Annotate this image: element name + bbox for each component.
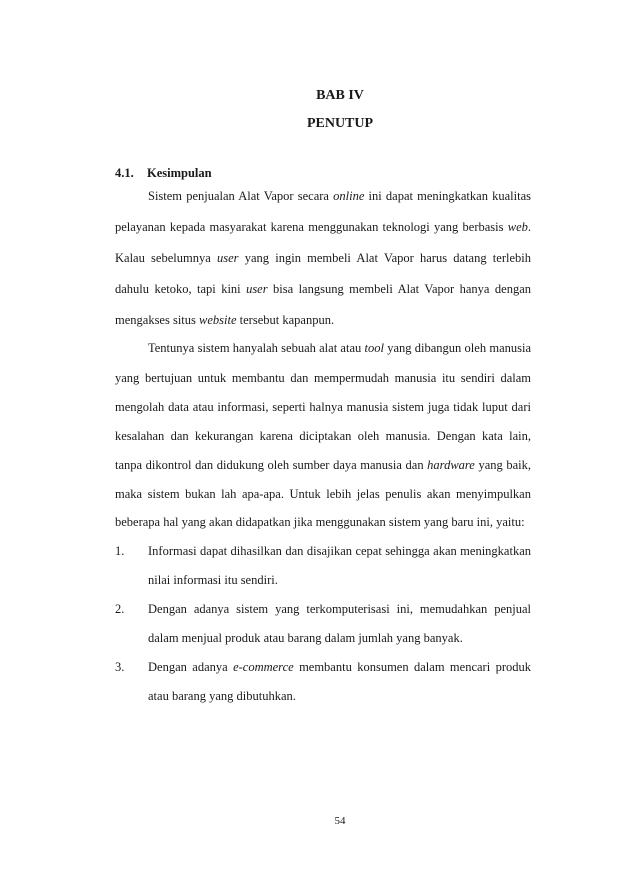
italic-term: online — [333, 189, 365, 203]
paragraph-line — [115, 312, 531, 328]
text-span: bisa langsung membeli Alat Vapor hanya dengan — [267, 282, 531, 296]
list-item-number: 1. — [115, 544, 125, 558]
text-span: . — [527, 220, 531, 234]
list-item-line: atau barang yang dibutuhkan. — [148, 689, 296, 703]
paragraph-line — [148, 188, 531, 204]
chapter-number: BAB IV — [316, 88, 364, 103]
list-item-number: 3. — [115, 660, 125, 674]
italic-term: web — [507, 220, 528, 234]
text-span: pelayanan kepada masyarakat karena menggunakan teknologi yang berbasis — [115, 220, 508, 234]
italic-term: website — [199, 313, 237, 327]
paragraph-line — [115, 457, 531, 473]
text-span: yang ingin membeli Alat Vapor harus datang terlebih — [238, 251, 531, 265]
paragraph-line — [148, 340, 531, 356]
list-item-line: Informasi dapat dihasilkan dan disajikan cepat sehingga akan meningkatkan — [148, 544, 531, 558]
list-item-line — [148, 659, 531, 675]
list-item-line: dalam menjual produk atau barang dalam jumlah yang banyak. — [148, 631, 463, 645]
text-span: dahulu ketoko, tapi kini — [115, 282, 247, 296]
paragraph-line: mengolah data atau informasi, seperti halnya manusia sistem juga tidak luput dari — [115, 400, 531, 414]
italic-term: tool — [364, 341, 384, 355]
italic-term: e-commerce — [233, 660, 294, 674]
text-span: Kalau sebelumnya — [115, 251, 217, 265]
section-number: 4.1. — [115, 166, 134, 180]
text-span: membantu konsumen dalam mencari produk — [293, 660, 531, 674]
list-item-line: nilai informasi itu sendiri. — [148, 573, 278, 587]
italic-term: hardware — [427, 458, 475, 472]
paragraph-line — [115, 219, 531, 235]
text-span: yang dibangun oleh manusia — [383, 341, 531, 355]
paragraph-line: yang bertujuan untuk membantu dan mempermudah manusia itu sendiri dalam — [115, 371, 531, 385]
italic-term: user — [246, 282, 268, 296]
paragraph-line: beberapa hal yang akan didapatkan jika menggunakan sistem yang baru ini, yaitu: — [115, 515, 525, 529]
text-span: mengakses situs — [115, 313, 200, 327]
text-span: yang baik, — [474, 458, 531, 472]
text-span: Sistem penjualan Alat Vapor secara — [148, 189, 334, 203]
text-span: Dengan adanya — [148, 660, 234, 674]
list-item-number: 2. — [115, 602, 125, 616]
page-number: 54 — [334, 815, 346, 827]
section-title: Kesimpulan — [147, 166, 212, 180]
text-span: Tentunya sistem hanyalah sebuah alat atau — [148, 341, 365, 355]
list-item-line: Dengan adanya sistem yang terkomputerisasi ini, memudahkan penjual — [148, 602, 531, 616]
italic-term: user — [216, 251, 239, 265]
text-span: ini dapat meningkatkan kualitas — [364, 189, 531, 203]
paragraph-line: maka sistem bukan lah apa-apa. Untuk lebih jelas penulis akan menyimpulkan — [115, 487, 531, 501]
text-span: tanpa dikontrol dan didukung oleh sumber daya manusia dan — [115, 458, 428, 472]
paragraph-line: kesalahan dan kekurangan karena diciptakan oleh manusia. Dengan kata lain, — [115, 429, 531, 443]
text-span: tersebut kapanpun. — [236, 313, 335, 327]
paragraph-line — [115, 281, 531, 297]
paragraph-line — [115, 250, 531, 266]
chapter-title: PENUTUP — [306, 116, 374, 131]
